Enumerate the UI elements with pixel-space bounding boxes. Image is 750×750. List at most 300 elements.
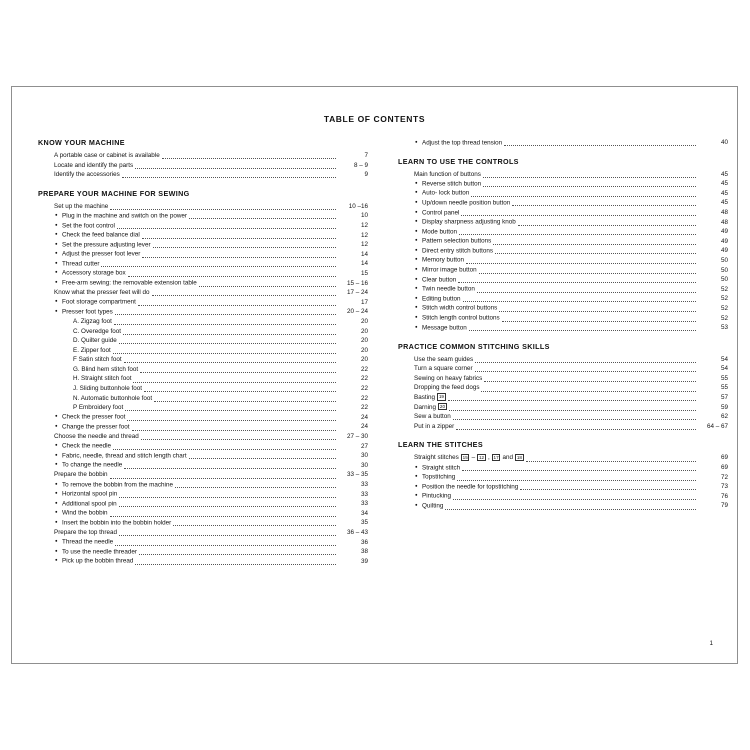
toc-entry-page: 54 — [720, 365, 728, 373]
leader-dots — [125, 409, 336, 411]
bullet-icon — [415, 179, 422, 189]
toc-entry-label — [62, 422, 130, 432]
bullet-icon — [415, 501, 422, 511]
toc-entry-text: Know what the presser feet will do — [54, 289, 150, 297]
toc-entry[interactable] — [38, 327, 368, 337]
leader-dots — [119, 534, 336, 536]
bullet-icon — [55, 278, 62, 288]
toc-entry-label — [73, 336, 117, 346]
leader-dots — [140, 371, 336, 373]
toc-entry-page: 72 — [720, 473, 728, 481]
toc-entry-text: Mode button — [422, 228, 458, 236]
leader-dots — [520, 488, 696, 490]
bullet-icon — [415, 472, 422, 482]
toc-entry[interactable] — [398, 374, 728, 384]
toc-entry-page: 22 — [360, 385, 368, 393]
toc-entry[interactable] — [398, 393, 728, 403]
leader-dots — [471, 195, 696, 197]
toc-entry-text: Up/down needle position button — [422, 199, 511, 207]
toc-entry-text: C. Overedge foot — [73, 327, 121, 335]
bullet-icon — [415, 246, 422, 256]
toc-entry-label — [422, 208, 459, 218]
toc-entry-label — [422, 179, 481, 189]
bullet-icon — [415, 313, 422, 323]
toc-entry-page: 76 — [720, 492, 728, 500]
toc-entry-page: 48 — [720, 208, 728, 216]
toc-entry-label — [62, 518, 171, 528]
leader-dots — [458, 281, 696, 283]
toc-entry-text: E. Zipper foot — [73, 346, 111, 354]
toc-entry-text: Check the presser foot — [62, 413, 126, 421]
toc-entry-label — [62, 412, 125, 422]
toc-entry[interactable] — [38, 170, 368, 180]
toc-entry-label — [422, 246, 493, 256]
bullet-icon — [415, 198, 422, 208]
toc-entry-label — [73, 365, 138, 375]
leader-dots — [518, 224, 696, 226]
toc-entry-page: 45 — [720, 189, 728, 197]
toc-entry-label — [73, 317, 112, 327]
toc-entry-label — [73, 346, 111, 356]
toc-entry-page: 14 — [360, 250, 368, 258]
toc-entry-text: Choose the needle and thread — [54, 433, 139, 441]
stitch-number-icon: 15 — [462, 454, 468, 460]
toc-entry-page: 50 — [720, 276, 728, 284]
leader-dots — [110, 208, 336, 210]
toc-entry-text: Memory button — [422, 256, 464, 264]
leader-dots — [459, 233, 696, 235]
toc-entry-page: 20 — [360, 337, 368, 345]
leader-dots — [142, 256, 336, 258]
toc-entry-page: 9 — [364, 171, 368, 179]
toc-entry-label — [414, 355, 473, 365]
toc-entry-text: Change the presser foot — [62, 423, 130, 431]
toc-entry-page: 30 — [360, 452, 368, 460]
toc-entry-page: 20 — [360, 346, 368, 354]
leader-dots — [189, 217, 336, 219]
toc-entry-text: H. Straight stitch foot — [73, 375, 132, 383]
toc-entry-text: Reverse stitch button — [422, 180, 482, 188]
toc-entry[interactable] — [38, 374, 368, 384]
toc-entry[interactable] — [398, 364, 728, 374]
toc-entry[interactable] — [38, 365, 368, 375]
toc-entry-text: P Embroidery foot — [73, 404, 124, 412]
bullet-icon — [55, 460, 62, 470]
bullet-icon — [55, 230, 62, 240]
leader-dots — [502, 320, 696, 322]
toc-entry-label — [422, 255, 464, 265]
toc-entry-text: Straight stitches — [414, 454, 459, 462]
leader-dots — [173, 524, 336, 526]
bullet-icon — [415, 227, 422, 237]
toc-entry-page: 57 — [720, 394, 728, 402]
toc-columns — [12, 138, 737, 566]
toc-entry-page: 20 — [360, 356, 368, 364]
toc-entry-label — [422, 472, 455, 482]
toc-entry-text: Locate and identify the parts — [54, 161, 134, 169]
toc-entry[interactable] — [398, 422, 728, 432]
leader-dots — [475, 370, 696, 372]
toc-entry[interactable] — [38, 151, 368, 161]
leader-dots — [504, 144, 696, 146]
toc-entry-page: 36 — [360, 538, 368, 546]
toc-entry-label — [422, 236, 491, 246]
leader-dots — [499, 310, 696, 312]
toc-entry-text: Check the feed balance dial — [62, 231, 140, 239]
toc-entry-label — [62, 307, 113, 317]
toc-entry-text: J. Sliding buttonhole foot — [73, 385, 142, 393]
toc-entry-text: Clear button — [422, 276, 457, 284]
toc-entry[interactable] — [38, 336, 368, 346]
toc-entry-text: Prepare the bobbin — [54, 471, 108, 479]
bullet-icon — [415, 275, 422, 285]
bullet-icon — [55, 259, 62, 269]
toc-entry-label — [414, 364, 473, 374]
leader-dots — [483, 185, 696, 187]
toc-entry-text: Mirror image button — [422, 266, 477, 274]
toc-entry-page: 49 — [720, 237, 728, 245]
toc-entry-label — [422, 265, 477, 275]
toc-entry-page: 30 — [360, 461, 368, 469]
toc-entry-text: Fabric, needle, thread and stitch length chart — [62, 452, 187, 460]
leader-dots — [138, 304, 336, 306]
toc-entry-label — [422, 198, 510, 208]
bullet-icon — [55, 307, 62, 317]
toc-entry-page: 15 — [360, 269, 368, 277]
toc-entry-page: 10 — [360, 212, 368, 220]
toc-entry-text: Additional spool pin — [62, 500, 117, 508]
toc-entry-label — [73, 394, 152, 404]
bullet-icon — [415, 284, 422, 294]
toc-entry-page: 7 — [364, 152, 368, 159]
toc-entry-text: Set up the machine — [54, 202, 109, 210]
leader-dots — [123, 333, 336, 335]
toc-entry-text: Check the needle — [62, 442, 112, 450]
stitch-seq-separator: and — [502, 454, 514, 462]
toc-entry-page: 12 — [360, 221, 368, 229]
toc-entry-page: 52 — [720, 295, 728, 303]
toc-entry-text: Main function of buttons — [414, 170, 481, 178]
toc-entry-page: 45 — [720, 180, 728, 188]
bullet-icon — [55, 451, 62, 461]
leader-dots — [127, 419, 336, 421]
leader-dots — [493, 243, 696, 245]
toc-entry-label — [62, 480, 173, 490]
bullet-icon — [415, 255, 422, 265]
bullet-icon — [415, 323, 422, 333]
leader-dots — [526, 460, 696, 462]
toc-entry-page: 22 — [360, 404, 368, 412]
leader-dots — [469, 329, 696, 331]
toc-entry[interactable] — [398, 403, 728, 413]
leader-dots — [132, 429, 336, 431]
toc-entry-text: N. Automatic buttonhole foot — [73, 394, 153, 402]
bullet-icon — [55, 211, 62, 221]
toc-entry-text: Position the needle for topstitching — [422, 483, 519, 491]
leader-dots — [110, 515, 336, 517]
leader-dots — [122, 176, 336, 178]
leader-dots — [117, 227, 336, 229]
toc-entry-label — [54, 151, 160, 161]
toc-entry[interactable] — [38, 317, 368, 327]
toc-entry-page: 36 – 43 — [346, 528, 368, 536]
toc-right-column — [398, 138, 728, 566]
toc-entry-label — [62, 211, 187, 221]
toc-entry-page: 35 — [360, 519, 368, 527]
toc-entry-label — [422, 323, 467, 333]
toc-entry-page: 50 — [720, 266, 728, 274]
stitch-number-icon: 19 — [438, 394, 444, 400]
leader-dots — [466, 262, 696, 264]
toc-entry[interactable] — [38, 346, 368, 356]
toc-entry-text: Sew a button — [414, 413, 451, 421]
leader-dots — [115, 544, 336, 546]
leader-dots — [115, 313, 336, 315]
toc-entry-label — [414, 383, 479, 393]
toc-entry-text: Plug in the machine and switch on the power — [62, 212, 187, 220]
toc-entry-text: Thread the needle — [62, 538, 114, 546]
bullet-icon — [55, 547, 62, 557]
toc-entry-text: Presser foot types — [62, 308, 113, 316]
toc-entry-page: 45 — [720, 199, 728, 207]
toc-entry-text: D. Quilter guide — [73, 337, 117, 345]
toc-entry[interactable] — [398, 355, 728, 365]
toc-entry-text: Put in a zipper — [414, 422, 455, 430]
toc-entry-page: 62 — [720, 413, 728, 421]
bullet-icon — [55, 556, 62, 566]
toc-entry-page: 33 – 35 — [346, 471, 368, 479]
toc-entry[interactable] — [38, 355, 368, 365]
toc-entry-text: Quilting — [422, 502, 444, 510]
toc-entry-label — [62, 297, 136, 307]
leader-dots — [479, 272, 696, 274]
toc-entry-text: Set the pressure adjusting lever — [62, 241, 151, 249]
bullet-icon — [55, 297, 62, 307]
page-title: TABLE OF CONTENTS — [323, 114, 426, 124]
toc-entry-label — [73, 355, 122, 365]
toc-entry[interactable] — [38, 461, 368, 471]
leader-dots — [119, 505, 336, 507]
leader-dots — [113, 352, 336, 354]
toc-entry-label — [54, 161, 133, 171]
toc-entry-text: Control panel — [422, 208, 460, 216]
bullet-icon — [55, 489, 62, 499]
leader-dots — [152, 294, 336, 296]
toc-entry-page: 52 — [720, 304, 728, 312]
stitch-number-icon: 12 — [478, 454, 485, 460]
toc-entry-text: Horizontal spool pin — [62, 490, 118, 498]
bullet-icon — [415, 491, 422, 501]
bullet-icon — [55, 221, 62, 231]
bullet-icon — [415, 294, 422, 304]
toc-entry-text: Dropping the feed dogs — [414, 384, 480, 392]
toc-entry-label — [62, 499, 117, 509]
bullet-icon — [55, 518, 62, 528]
bullet-icon — [55, 249, 62, 259]
toc-entry-text: Stitch width control buttons — [422, 304, 498, 312]
toc-entry-label — [62, 556, 133, 566]
toc-entry-text: To use the needle threader — [62, 548, 137, 556]
toc-entry-page: 40 — [720, 139, 728, 146]
stitch-number-icon: 20 — [439, 403, 446, 409]
toc-entry-page: 33 — [360, 490, 368, 498]
toc-entry-label — [62, 240, 151, 250]
leader-dots — [135, 167, 336, 169]
bullet-icon — [415, 463, 422, 473]
leader-dots — [457, 479, 696, 481]
toc-entry-label — [422, 217, 516, 227]
toc-entry[interactable] — [38, 518, 368, 528]
bullet-icon — [415, 303, 422, 313]
toc-entry-page: 55 — [720, 384, 728, 392]
toc-entry-text: Pintucking — [422, 492, 452, 500]
toc-entry-page: 48 — [720, 218, 728, 226]
toc-entry[interactable] — [398, 492, 728, 502]
toc-entry-label — [422, 294, 461, 304]
toc-entry-text: A. Zigzag foot — [73, 317, 112, 325]
toc-entry-text: Stitch length control buttons — [422, 314, 500, 322]
leader-dots — [453, 498, 696, 500]
toc-entry[interactable] — [38, 422, 368, 432]
toc-entry-text: Topstitching — [422, 473, 456, 481]
toc-entry-label — [62, 489, 117, 499]
toc-entry-text: Turn a square corner — [414, 365, 473, 373]
toc-entry[interactable] — [398, 501, 728, 511]
toc-entry-label — [62, 441, 111, 451]
leader-dots — [175, 486, 336, 488]
toc-entry-page: 79 — [720, 502, 728, 510]
toc-entry-page: 22 — [360, 365, 368, 373]
toc-entry-text: Adjust the presser foot lever — [62, 250, 141, 258]
toc-entry-label — [422, 463, 460, 473]
toc-entry-page: 49 — [720, 247, 728, 255]
leader-dots — [462, 469, 696, 471]
toc-entry-label — [422, 188, 469, 198]
toc-entry[interactable] — [38, 384, 368, 394]
leader-dots — [463, 300, 696, 302]
toc-entry-page: 55 — [720, 374, 728, 382]
toc-entry-label — [62, 460, 122, 470]
leader-dots — [124, 467, 336, 469]
toc-section-heading: LEARN TO USE THE CONTROLS — [398, 156, 519, 166]
toc-entry-text: Accessory storage box — [62, 269, 126, 277]
toc-entry-label — [414, 412, 451, 422]
leader-dots — [114, 323, 336, 325]
toc-entry-label — [414, 374, 482, 384]
toc-entry-text: To remove the bobbin from the machine — [62, 481, 173, 488]
toc-entry-page: 34 — [360, 509, 368, 517]
toc-entry-label — [422, 482, 518, 492]
toc-entry-text: G. Blind hem stitch foot — [73, 365, 139, 373]
leader-dots — [449, 409, 696, 411]
leader-dots — [119, 496, 336, 498]
toc-entry-page: 52 — [720, 285, 728, 293]
toc-entry-page: 12 — [360, 231, 368, 239]
toc-entry[interactable] — [398, 323, 728, 333]
toc-entry-text: Set the foot control — [62, 221, 115, 229]
bullet-icon — [55, 240, 62, 250]
toc-entry-page: 10 –16 — [348, 202, 368, 210]
bullet-icon — [55, 422, 62, 432]
toc-entry[interactable] — [398, 138, 728, 148]
stitch-seq-separator: – — [471, 454, 476, 462]
toc-entry-text: Pick up the bobbin thread — [62, 557, 134, 565]
toc-entry[interactable] — [38, 557, 368, 567]
toc-entry-text: Foot storage compartment — [62, 298, 136, 306]
stitch-number-icon: 17 — [493, 454, 499, 460]
toc-entry-text: Message button — [422, 324, 467, 332]
toc-entry[interactable] — [38, 394, 368, 404]
bullet-icon — [415, 482, 422, 492]
toc-entry-text: Wind the bobbin — [62, 509, 108, 517]
leader-dots — [484, 380, 696, 382]
toc-entry-text: Darning — [414, 403, 437, 411]
toc-entry-text: Free-arm sewing: the removable extension table — [62, 279, 197, 287]
leader-dots — [119, 342, 336, 344]
toc-section-heading: LEARN THE STITCHES — [398, 440, 483, 450]
toc-entry-label — [62, 249, 140, 259]
bullet-icon — [55, 412, 62, 422]
bullet-icon — [415, 265, 422, 275]
toc-entry[interactable] — [38, 279, 368, 289]
leader-dots — [141, 438, 336, 440]
toc-entry-page: 45 — [720, 170, 728, 178]
bullet-icon — [55, 268, 62, 278]
toc-entry-page: 73 — [720, 483, 728, 491]
leader-dots — [135, 563, 336, 565]
toc-entry-text: Prepare the top thread — [54, 528, 118, 536]
toc-entry-text: Thread cutter — [62, 260, 100, 268]
bullet-icon — [55, 499, 62, 509]
toc-entry-page: 39 — [360, 557, 368, 565]
leader-dots — [481, 390, 696, 392]
toc-entry-text: Sewing on heavy fabrics — [414, 374, 483, 382]
leader-dots — [139, 553, 336, 555]
toc-entry-label — [62, 508, 108, 518]
leader-dots — [461, 214, 696, 216]
toc-entry[interactable] — [38, 161, 368, 171]
leader-dots — [495, 252, 696, 254]
toc-entry[interactable] — [398, 412, 728, 422]
toc-entry-page: 17 – 24 — [346, 289, 368, 297]
toc-entry-page: 22 — [360, 394, 368, 402]
toc-entry-page: 54 — [720, 355, 728, 363]
bullet-icon — [415, 188, 422, 198]
toc-entry-page: 64 – 67 — [706, 422, 728, 430]
toc-entry-label — [73, 384, 142, 394]
stitch-number-icon: 18 — [516, 454, 522, 460]
toc-entry-label — [414, 403, 447, 413]
toc-entry-page: 27 – 30 — [346, 433, 368, 441]
leader-dots — [128, 275, 336, 277]
toc-entry-label — [62, 547, 137, 557]
toc-entry-page: 49 — [720, 228, 728, 236]
toc-entry-text: To change the needle — [62, 461, 123, 469]
toc-entry-text: F Satin stitch foot — [73, 356, 122, 364]
toc-entry-label — [422, 491, 451, 501]
toc-entry-label — [62, 268, 126, 278]
leader-dots — [124, 361, 336, 363]
toc-entry-text: Display sharpness adjusting knob — [422, 218, 516, 226]
bullet-icon — [415, 138, 422, 148]
toc-entry-label — [73, 374, 131, 384]
toc-entry[interactable] — [38, 307, 368, 317]
toc-entry-text: A portable case or cabinet is available — [54, 152, 160, 159]
toc-entry[interactable] — [398, 383, 728, 393]
toc-entry-text: Basting — [414, 394, 436, 402]
leader-dots — [101, 265, 336, 267]
toc-section-heading: PRACTICE COMMON STITCHING SKILLS — [398, 341, 550, 351]
